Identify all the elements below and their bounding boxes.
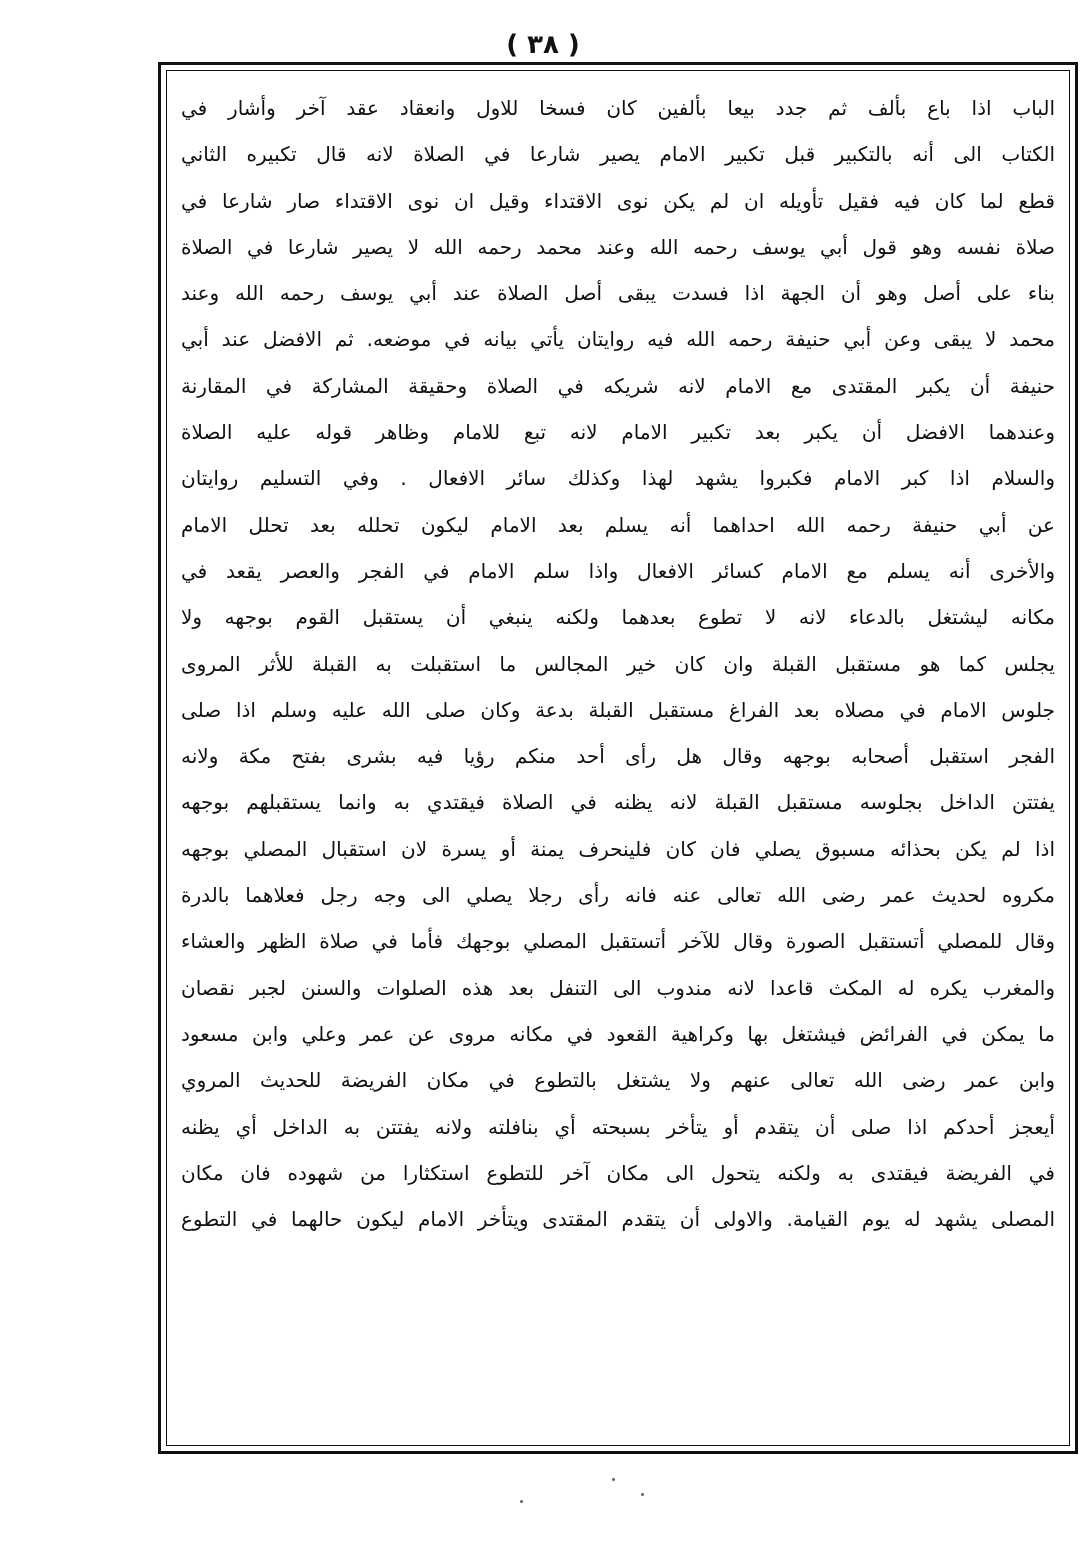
text-line: الكتاب الى أنه بالتكبير قبل تكبير الامام يصير شارعا في الصلاة لانه قال تكبيره الثاني	[181, 142, 1055, 167]
text-line: في الفريضة فيقتدى به ولكنه يتحول الى مكان آخر للتطوع استكثارا من شهوده فان مكان	[181, 1160, 1055, 1185]
text-line: والأخرى أنه يسلم مع الامام كسائر الافعال واذا سلم الامام في الفجر والعصر يقعد في	[181, 558, 1055, 583]
text-line: جلوس الامام في مصلاه بعد الفراغ مستقبل القبلة بدعة وكان صلى الله عليه وسلم اذا صلى	[181, 697, 1055, 722]
text-line: مكانه ليشتغل بالدعاء لانه لا تطوع بعدهما ولكنه ينبغي أن يستقبل القوم بوجهه ولا	[181, 605, 1055, 630]
text-line: بناء على أصل وهو أن الجهة اذا فسدت يبقى أصل الصلاة عند أبي يوسف رحمه الله وعند	[181, 281, 1055, 306]
scan-speck	[641, 1493, 644, 1496]
text-line: والمغرب يكره له المكث قاعدا لانه مندوب الى التنفل بعد هذه الصلوات والسنن لجبر نقصان	[181, 975, 1055, 1000]
text-line: المصلى يشهد له يوم القيامة. والاولى أن يتقدم المقتدى ويتأخر الامام ليكون حالهما في التطوع	[181, 1207, 1055, 1232]
page-border-outer	[158, 62, 1078, 1454]
page-number: ( ٣٨ )	[506, 30, 580, 60]
text-line: ما يمكن في الفرائض فيشتغل بها وكراهية القعود في مكانه مروى عن عمر وعلي وابن مسعود	[181, 1021, 1055, 1046]
text-line: اذا لم يكن بحذائه مسبوق يصلي فان كان فلينحرف يمنة أو يسرة لان استقبال المصلي بوجهه	[181, 836, 1055, 861]
text-line: يفتتن الداخل بجلوسه مستقبل القبلة لانه يظنه في الصلاة فيقتدي به وانما يستقبلهم بوجهه	[181, 790, 1055, 815]
text-line: قطع لما كان فيه فقيل تأويله ان لم يكن نوى الاقتداء وقيل ان نوى الاقتداء صار شارعا في	[181, 188, 1055, 213]
text-line: الباب اذا باع بألف ثم جدد بيعا بألفين كان فسخا للاول وانعقاد عقد آخر وأشار في	[181, 96, 1055, 120]
text-line: عن أبي حنيفة رحمه الله احداهما أنه يسلم بعد الامام ليكون تحلله بعد تحلل الامام	[181, 512, 1055, 537]
text-line: صلاة نفسه وهو قول أبي يوسف رحمه الله وعند محمد رحمه الله لا يصير شارعا في الصلاة	[181, 234, 1055, 259]
page-border-inner	[166, 70, 1070, 1446]
text-line: وقال للمصلي أتستقبل الصورة وقال للآخر أتستقبل المصلي بوجهك فأما في صلاة الظهر والعشاء	[181, 929, 1055, 954]
text-line: والسلام اذا كبر الامام فكبروا يشهد لهذا وكذلك سائر الافعال . وفي التسليم روايتان	[181, 466, 1055, 491]
text-line: حنيفة أن يكبر المقتدى مع الامام لانه شريكه في الصلاة وحقيقة المشاركة في المقارنة	[181, 373, 1055, 398]
text-line: مكروه لحديث عمر رضى الله تعالى عنه فانه رأى رجلا يصلي الى وجه رجل فعلاهما بالدرة	[181, 883, 1055, 908]
main-text	[181, 85, 1055, 1242]
scan-speck	[612, 1478, 615, 1481]
scan-speck	[520, 1500, 523, 1503]
text-line: محمد لا يبقى وعن أبي حنيفة رحمه الله فيه روايتان يأتي بيانه في موضعه. ثم الافضل عند أبي	[181, 327, 1055, 352]
text-line: وابن عمر رضى الله تعالى عنهم ولا يشتغل بالتطوع في مكان الفريضة للحديث المروي	[181, 1068, 1055, 1093]
text-line: وعندهما الافضل أن يكبر بعد تكبير الامام لانه تبع للامام وظاهر قوله عليه الصلاة	[181, 420, 1055, 445]
text-line: الفجر استقبل أصحابه بوجهه وقال هل رأى أحد منكم رؤيا فيه بشرى بفتح مكة ولانه	[181, 744, 1055, 769]
text-line: يجلس كما هو مستقبل القبلة وان كان خير المجالس ما استقبلت به القبلة للأثر المروى	[181, 651, 1055, 676]
text-line: أيعجز أحدكم اذا صلى أن يتقدم أو يتأخر بسبحته أي بنافلته ولانه يفتتن به الداخل أي يظنه	[181, 1114, 1055, 1139]
